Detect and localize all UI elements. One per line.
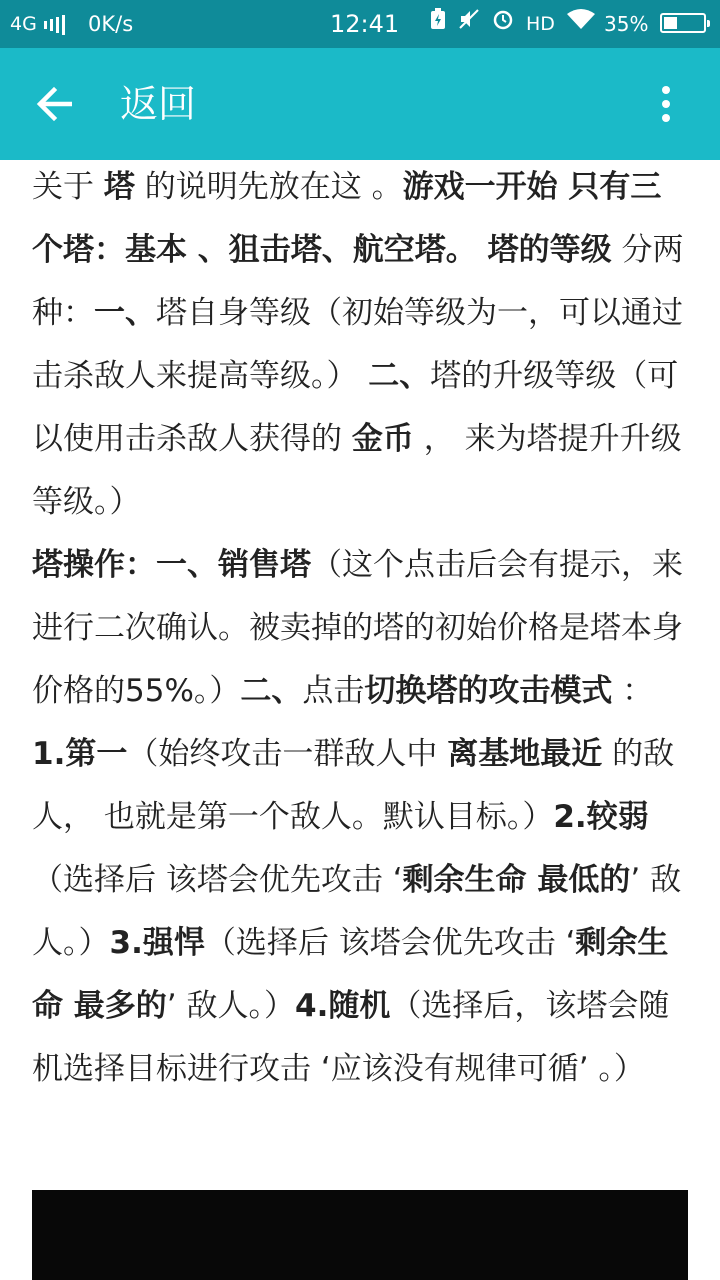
text-span: （这个点击后会有提示，来进行二次确认。被卖掉的塔的初始价格是塔本身价格的55%。） [32, 547, 683, 709]
bold-span: 金币 [351, 421, 414, 457]
text-span: 的敌人， 也就是第一个敌人。默认目标。） [32, 736, 675, 835]
charging-icon [430, 0, 446, 48]
battery-fill [664, 17, 677, 29]
battery-percent: 35% [604, 12, 649, 36]
bold-span: 二、 [240, 673, 303, 709]
bold-span: 离基地最近 [447, 736, 603, 772]
network-speed: 0K/s [88, 12, 134, 36]
bold-span: 切换塔的攻击模式 [364, 673, 613, 709]
more-vert-icon [642, 80, 690, 128]
status-bar [0, 0, 720, 48]
text-span: 点击 [302, 673, 365, 709]
article-paragraph-intro [32, 156, 692, 534]
text-span: 的说明先放在这 。 [134, 169, 403, 205]
app-bar [0, 48, 720, 160]
text-span: （选择后 该塔会优先攻击 ‘ [32, 862, 403, 898]
alarm-icon [492, 0, 514, 48]
text-span: 分两种： [32, 232, 684, 331]
embedded-media[interactable] [32, 1190, 688, 1280]
bold-span: 一、 [94, 295, 156, 331]
article-body [32, 156, 692, 1101]
text-span: ’ 敌人。） [32, 862, 682, 961]
bold-span: 塔操作：一、销售塔 [32, 547, 311, 583]
wifi-icon [567, 0, 595, 48]
back-button[interactable] [30, 78, 82, 130]
hd-label: HD [526, 13, 555, 35]
text-span: 塔自身等级（初始等级为一，可以通过击杀敌人来提高等级。） [32, 295, 683, 394]
text-span: （选择后 该塔会优先攻击 ‘ [204, 925, 576, 961]
article-paragraph-operations [32, 534, 692, 1101]
text-span: 塔的升级等级（可以使用击杀敌人获得的 [32, 358, 679, 457]
bold-span: 剩余生命 最低的 [402, 862, 631, 898]
bold-span: 剩余生命 最多的 [32, 925, 669, 1024]
bold-span: 游戏一开始 只有三个塔：基本 、狙击塔、航空塔。 塔的等级 [32, 169, 662, 268]
bold-span: 3.强悍 [109, 925, 205, 961]
mute-icon [458, 0, 480, 48]
text-span: ， 来为塔提升升级等级。） [32, 421, 682, 520]
bold-span: 1.第一 [32, 736, 128, 772]
signal-icon [44, 14, 68, 36]
text-span: （始终攻击一群敌人中 [127, 736, 448, 772]
text-span: 关于 [32, 169, 104, 205]
text-span: ： [612, 673, 654, 709]
network-type: 4G [10, 13, 37, 35]
bold-span: 4.随机 [295, 988, 391, 1024]
battery-icon [660, 13, 706, 33]
text-span: （选择后，该塔会随机选择目标进行攻击 ‘应该没有规律可循’ 。） [32, 988, 670, 1087]
page-title[interactable]: 返回 [120, 82, 197, 126]
arrow-left-icon [30, 78, 82, 130]
status-icons [430, 0, 595, 48]
bold-span: 二、 [357, 358, 431, 394]
more-options-button[interactable] [642, 80, 690, 128]
bold-span: 塔 [103, 169, 135, 205]
clock: 12:41 [330, 10, 400, 38]
bold-span: 2.较弱 [553, 799, 649, 835]
text-span: ’ 敌人。） [166, 988, 296, 1024]
